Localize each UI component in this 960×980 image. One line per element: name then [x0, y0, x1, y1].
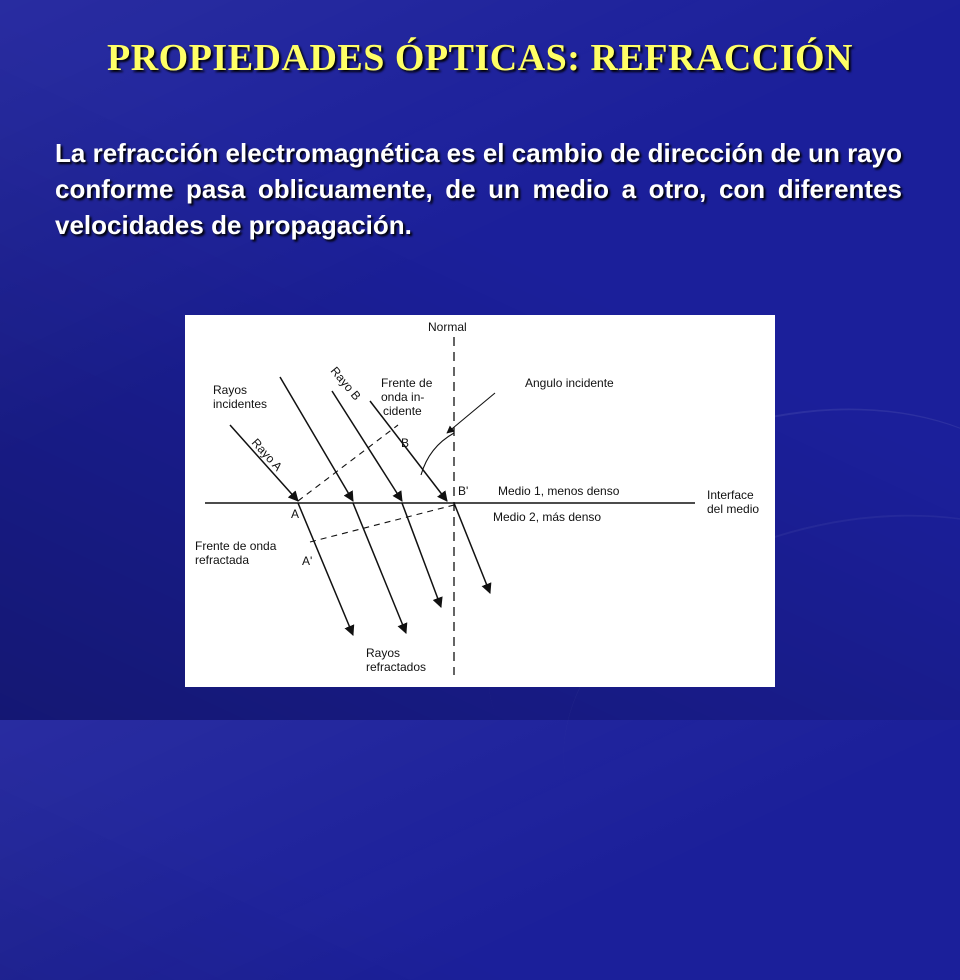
label-point-a: A [291, 507, 300, 521]
slide-title: PROPIEDADES ÓPTICAS: REFRACCIÓN [107, 37, 853, 79]
label-point-b: B [401, 436, 410, 450]
label-frente-incidente: Frente de onda in- cidente [381, 376, 433, 418]
label-rayos-refractados: Rayos refractados [366, 646, 427, 674]
refracted-ray [298, 503, 353, 635]
label-normal: Normal [428, 320, 467, 334]
refracted-ray [454, 503, 490, 593]
refracted-wavefront [310, 505, 454, 542]
label-frente-refractada: Frente de onda refractada [195, 539, 277, 567]
incident-wavefront [298, 425, 398, 501]
incident-ray-a [230, 425, 298, 501]
label-interface: Interface del medio [707, 488, 760, 516]
label-rayo-b: Rayo B [327, 363, 364, 404]
refracted-ray [353, 503, 406, 633]
refracted-ray [402, 503, 441, 607]
label-rayos-incidentes: Rayos incidentes [213, 383, 268, 411]
label-medio-2: Medio 2, más denso [493, 510, 602, 524]
angle-arc [421, 433, 454, 475]
incident-ray [280, 377, 353, 501]
label-rayo-a: Rayo A [248, 435, 286, 474]
refraction-diagram [185, 315, 775, 687]
label-angulo-incidente: Angulo incidente [525, 376, 614, 390]
label-point-a-prime: A' [302, 554, 313, 568]
slide-body-text: La refracción electromagnética es el cambio de dirección de un rayo conforme pasa oblicuamente, de un medio a otro, con diferentes velocidades de propagación. [55, 138, 902, 240]
label-point-b-prime: B' [458, 484, 469, 498]
label-medio-1: Medio 1, menos denso [498, 484, 620, 498]
refraction-diagram-svg [185, 315, 775, 687]
